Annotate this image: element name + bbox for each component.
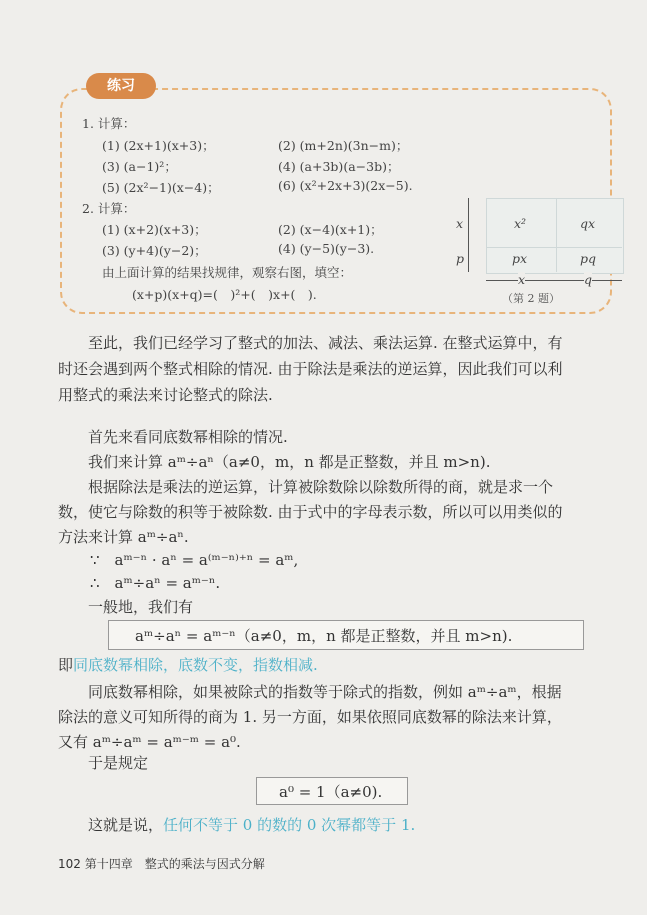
cell-px: px [512,251,528,266]
q1-item: (2) (m+2n)(3n−m)； [278,138,409,153]
paragraph-line: 一般地，我们有 [88,598,194,616]
page-number: 102 [58,857,81,871]
cell-pq: pq [580,251,597,266]
q2-hint: 由上面计算的结果找规律，观察右图，填空： [102,265,353,280]
q1-label: 1. 计算： [82,116,136,131]
q2-item: (1) (x+2)(x+3)； [102,222,207,237]
division-rule: aᵐ÷aⁿ = aᵐ⁻ⁿ（a≠0，m，n 都是正整数，并且 m>n). [135,627,513,645]
q1-item: (3) (a−1)²； [102,159,177,174]
because-line: ∵ aᵐ⁻ⁿ · aⁿ = a⁽ᵐ⁻ⁿ⁾⁺ⁿ = aᵐ, [90,551,299,569]
zero-rule-box [256,777,408,805]
paragraph-line: 时还会遇到两个整式相除的情况. 由于除法是乘法的逆运算，因此我们可以利 [58,360,563,378]
q1-item: (5) (2x²−1)(x−4)； [102,180,220,195]
q1-item: (4) (a+3b)(a−3b)； [278,159,400,174]
figure-caption: （第 2 题） [502,292,560,305]
rule-summary [58,654,318,675]
chapter-title: 第十四章 整式的乘法与因式分解 [84,857,265,871]
therefore-line: ∴ aᵐ÷aⁿ = aᵐ⁻ⁿ. [90,574,221,592]
q2-item: (4) (y−5)(y−3). [278,241,375,256]
practice-title: 练习 [86,73,156,99]
cell-qx: qx [580,216,596,231]
paragraph-line: 至此，我们已经学习了整式的加法、减法、乘法运算. 在整式运算中，有 [88,334,563,352]
paragraph-line: 于是规定 [88,754,149,772]
paragraph-line: 方法来计算 aᵐ÷aⁿ. [58,528,189,546]
rule-text: 同底数幂相除，底数不变，指数相减. [73,656,318,674]
paragraph-line: 又有 aᵐ÷aᵐ = aᵐ⁻ᵐ = a⁰. [58,733,241,751]
conclusion-prefix: 这就是说， [88,816,164,834]
paragraph-line: 数，使它与除数的积等于被除数. 由于式中的字母表示数，所以可以用类似的 [58,503,563,521]
paragraph-line: 除法的意义可知所得的商为 1. 另一方面，如果依照同底数幂的除法来计算， [58,708,562,726]
dim-x-horizontal: x [518,272,526,287]
q2-item: (2) (x−4)(x+1)； [278,222,383,237]
paragraph-line: 首先来看同底数幂相除的情况. [88,428,288,446]
conclusion [88,814,415,835]
q2-item: (3) (y+4)(y−2)； [102,243,207,258]
zero-exponent-rule: a⁰ = 1（a≠0). [279,783,383,801]
rule-prefix: 即 [58,656,74,674]
q1-item: (1) (2x+1)(x+3)； [102,138,215,153]
cell-x2: x² [514,216,527,231]
dim-q: q [584,272,593,287]
paragraph-line: 同底数幂相除，如果被除式的指数等于除式的指数，例如 aᵐ÷aᵐ，根据 [88,683,562,701]
q1-item: (6) (x²+2x+3)(2x−5). [278,178,413,193]
conclusion-text: 任何不等于 0 的数的 0 次幂都等于 1. [163,816,416,834]
paragraph-line: 用整式的乘法来讨论整式的除法. [58,386,273,404]
rule-box [108,620,584,650]
paragraph-line: 根据除法是乘法的逆运算，计算被除数除以除数所得的商，就是求一个 [88,478,554,496]
dim-p: p [456,251,465,266]
dim-x-vertical: x [456,216,464,231]
q2-label: 2. 计算： [82,201,136,216]
paragraph-line: 我们来计算 aᵐ÷aⁿ（a≠0，m，n 都是正整数，并且 m>n). [88,453,491,471]
q2-fill: (x+p)(x+q)=( )²+( )x+( ). [132,287,317,302]
footer [58,855,265,872]
